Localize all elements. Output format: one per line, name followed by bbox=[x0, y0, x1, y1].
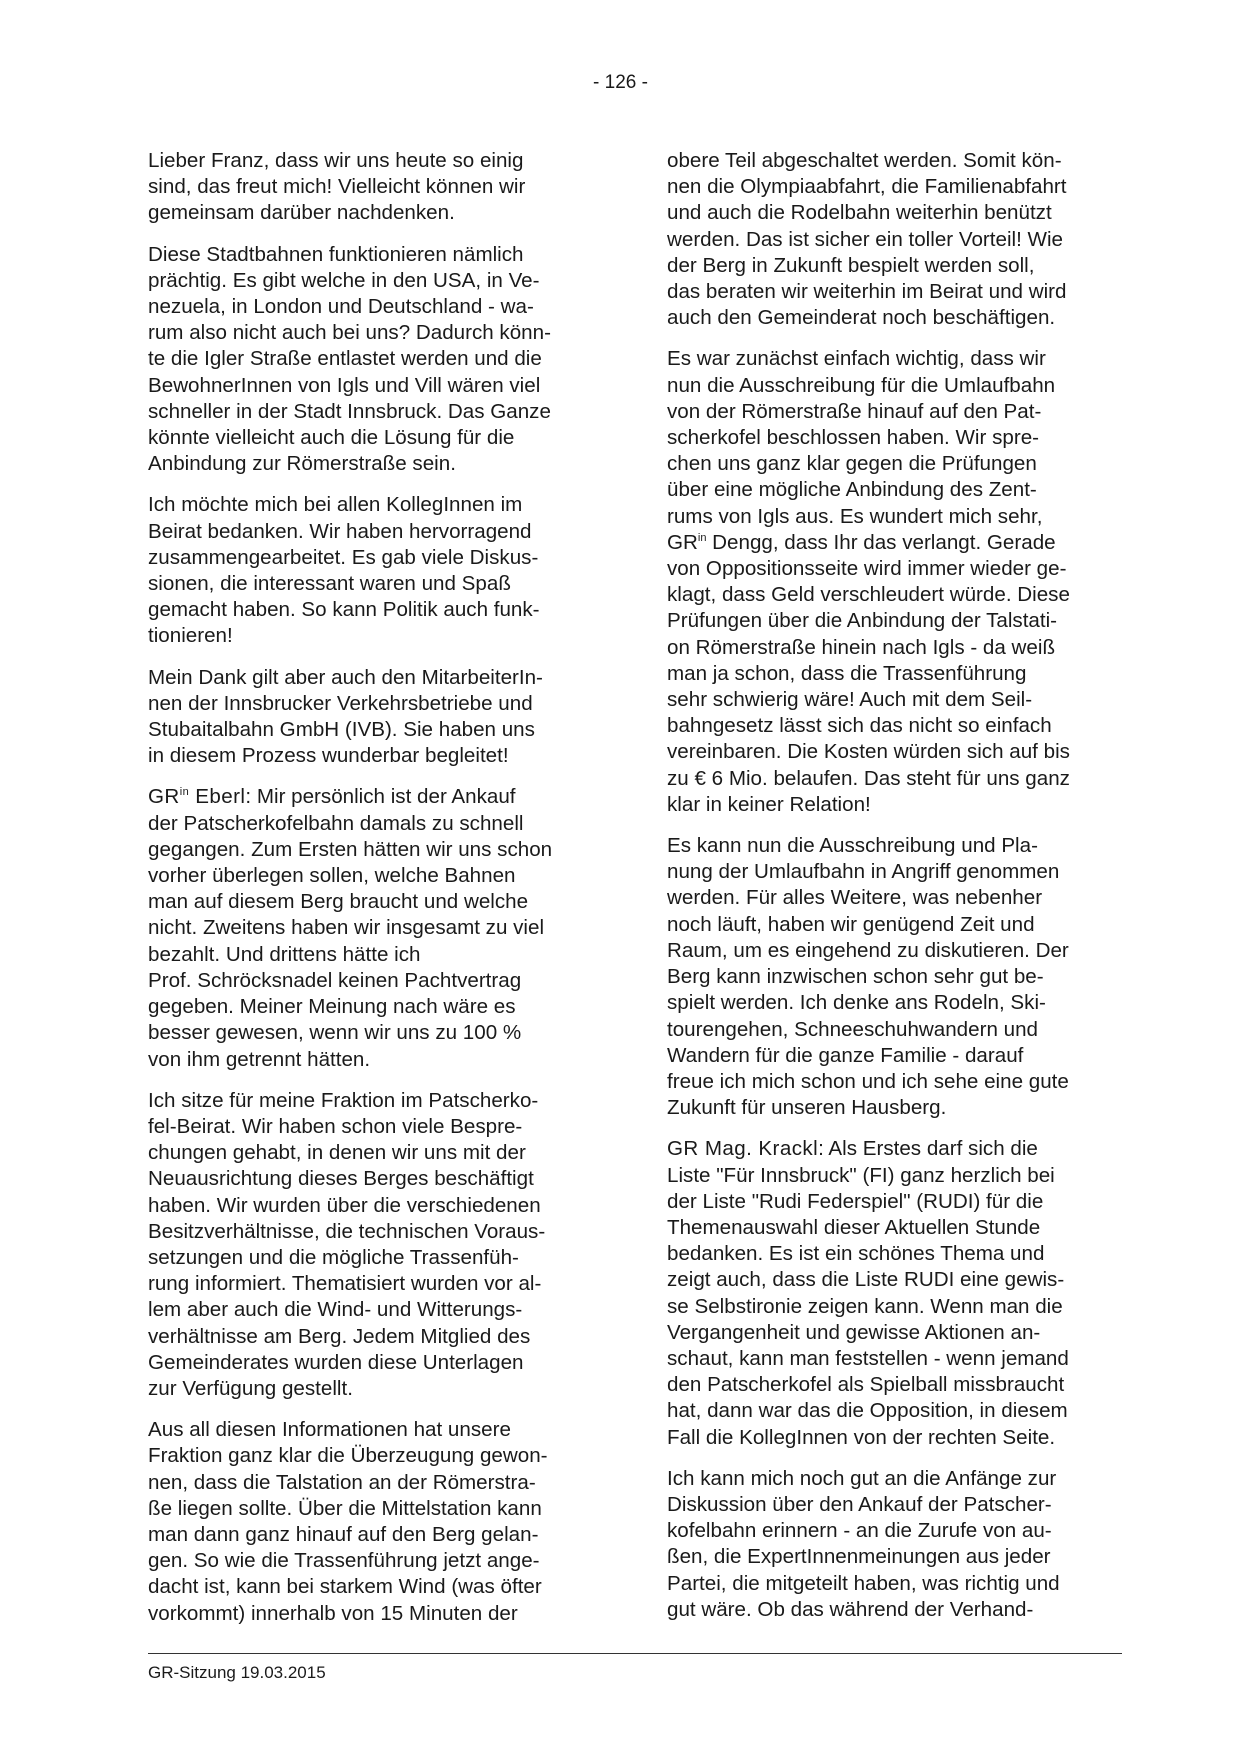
text-line: spielt werden. Ich denke ans Rodeln, Ski- bbox=[667, 991, 1046, 1015]
text-line: klagt, dass Geld verschleudert würde. Diese bbox=[667, 583, 1070, 607]
text-line: nen die Olympiaabfahrt, die Familienabfahrt bbox=[667, 175, 1067, 199]
speaker-label: $GR^{in}$ Eberl bbox=[148, 785, 246, 809]
text-line: noch läuft, haben wir genügend Zeit und bbox=[667, 912, 1035, 936]
text-line: man ja schon, dass die Trassenführung bbox=[667, 661, 1027, 685]
text-line: der Berg in Zukunft bespielt werden soll, bbox=[667, 253, 1035, 277]
text-line: gegeben. Meiner Meinung nach wäre es bbox=[148, 995, 516, 1019]
text-line: ße liegen sollte. Über die Mittelstation kann bbox=[148, 1496, 542, 1520]
speech-krackl: GR Mag. Krackl: Als Erstes darf sich die Liste "Für Innsbruck" (FI) ganz herzlich bei der Liste "Rudi Federspiel" (RUDI) für die Themenauswahl dieser Aktuellen Stunde bedanken. Es ist ein schönes Thema und zeigt auch, dass die Liste RUDI eine gewis- se Selbstironie zeigen kann. Wenn man die Vergangenheit und gewisse Aktionen an- schaut, kann man feststellen - wenn jemand den Patscherkofel als Spielball missbraucht hat, dann war das die Opposition, in diesem Fall die KollegInnen von der rechten Seite. bbox=[667, 1137, 1069, 1449]
text-line: obere Teil abgeschaltet werden. Somit kön- bbox=[667, 149, 1062, 172]
paragraph: Es war zunächst einfach wichtig, dass wir nun die Ausschreibung für die Umlaufbahn von der Römerstraße hinauf auf den Pat- scherkofel beschlossen haben. Wir spre- chen uns ganz klar gegen die Prüfungen über eine mögliche Anbindung des Zent- rums von Igls aus. Es wundert mich sehr, $GR^{in}$ Dengg, dass Ihr das verlangt. Gerade von Oppositionsseite wird immer wieder ge- klagt, dass Geld verschleudert würde. Diese Prüfungen über die Anbindung der Talstati- on Römerstraße hinein nach Igls - da weiß man ja schon, dass die Trassenführung sehr schwierig wäre! Auch mit dem Seil- bahngesetz lässt sich das nicht so einfach vereinbaren. Die Kosten würden sich auf bis zu € 6 Mio. belaufen. Das steht für uns ganz klar in keiner Relation! bbox=[667, 347, 1070, 816]
text-line: vorkommt) innerhalb von 15 Minuten der bbox=[148, 1601, 518, 1625]
text-line: kofelbahn erinnern - an die Zurufe von au- bbox=[667, 1519, 1052, 1543]
text-line: von Oppositionsseite wird immer wieder ge- bbox=[667, 557, 1067, 581]
text-line: zeigt auch, dass die Liste RUDI eine gewis- bbox=[667, 1268, 1065, 1292]
text-line: haben. Wir wurden über die verschiedenen bbox=[148, 1193, 541, 1217]
text-line: Diese Stadtbahnen funktionieren nämlich bbox=[148, 242, 524, 266]
text-line: Ich sitze für meine Fraktion im Patscherko- bbox=[148, 1088, 539, 1112]
text-line: gut wäre. Ob das während der Verhand- bbox=[667, 1597, 1034, 1621]
footer-divider bbox=[148, 1653, 1122, 1654]
paragraph bbox=[148, 1088, 598, 1402]
text-line: klar in keiner Relation! bbox=[667, 792, 871, 816]
text-line: lem aber auch die Wind- und Witterungs- bbox=[148, 1298, 523, 1322]
text-line: Wandern für die ganze Familie - darauf bbox=[667, 1043, 1024, 1067]
text-line: der Liste "Rudi Federspiel" (RUDI) für die bbox=[667, 1189, 1044, 1213]
text-line: Anbindung zur Römerstraße sein. bbox=[148, 452, 456, 476]
text-line: Prüfungen über die Anbindung der Talstati- bbox=[667, 609, 1058, 633]
text-line: hat, dann war das die Opposition, in diesem bbox=[667, 1399, 1068, 1423]
text-line: man auf diesem Berg braucht und welche bbox=[148, 890, 529, 914]
text-line: gemacht haben. So kann Politik auch funk- bbox=[148, 598, 540, 622]
paragraph bbox=[148, 1417, 598, 1627]
text-line: werden. Für alles Weitere, was nebenher bbox=[667, 886, 1043, 910]
text-line: Zukunft für unseren Hausberg. bbox=[667, 1096, 947, 1120]
text-line: von ihm getrennt hätten. bbox=[148, 1047, 371, 1071]
text-line: vorher überlegen sollen, welche Bahnen bbox=[148, 864, 516, 888]
text-line: Fall die KollegInnen von der rechten Seite. bbox=[667, 1425, 1056, 1449]
text-line: verhältnisse am Berg. Jedem Mitglied des bbox=[148, 1324, 531, 1348]
text-line: Mein Dank gilt aber auch den MitarbeiterIn- bbox=[148, 665, 543, 689]
text-line: Raum, um es eingehend zu diskutieren. Der bbox=[667, 938, 1069, 962]
text-line: Es kann nun die Ausschreibung und Pla- bbox=[667, 834, 1038, 858]
paragraph bbox=[667, 148, 1117, 331]
text-line: Neuausrichtung dieses Berges beschäftigt bbox=[148, 1167, 534, 1191]
page-number: - 126 - bbox=[593, 72, 648, 93]
paragraph bbox=[667, 833, 1117, 1121]
text-line: Themenauswahl dieser Aktuellen Stunde bbox=[667, 1215, 1041, 1239]
right-column bbox=[667, 148, 1117, 1623]
text-line: Ich möchte mich bei allen KollegInnen im bbox=[148, 493, 523, 517]
text-line: gegangen. Zum Ersten hätten wir uns schon bbox=[148, 837, 553, 861]
text-line: Beirat bedanken. Wir haben hervorragend bbox=[148, 519, 532, 543]
text-line: Partei, die mitgeteilt haben, was richtig und bbox=[667, 1571, 1060, 1595]
text-line: auch den Gemeinderat noch beschäftigen. bbox=[667, 306, 1056, 330]
text-line: bedanken. Es ist ein schönes Thema und bbox=[667, 1242, 1045, 1266]
text-line: chen uns ganz klar gegen die Prüfungen bbox=[667, 452, 1037, 476]
text-line: zu € 6 Mio. belaufen. Das steht für uns ganz bbox=[667, 766, 1070, 790]
text-line: schneller in der Stadt Innsbruck. Das Ganze bbox=[148, 399, 551, 423]
text-line: nen, dass die Talstation an der Römerstra- bbox=[148, 1470, 536, 1494]
text-line: tionieren! bbox=[148, 624, 233, 648]
text-line: dacht ist, kann bei starkem Wind (was öfter bbox=[148, 1575, 542, 1599]
text-line: Lieber Franz, dass wir uns heute so einig bbox=[148, 149, 524, 172]
text-line: schaut, kann man feststellen - wenn jemand bbox=[667, 1346, 1069, 1370]
text-line: sehr schwierig wäre! Auch mit dem Seil- bbox=[667, 688, 1033, 712]
text-line: Gemeinderates wurden diese Unterlagen bbox=[148, 1350, 524, 1374]
text-line: te die Igler Straße entlastet werden und die bbox=[148, 347, 542, 371]
text-line: Vergangenheit und gewisse Aktionen an- bbox=[667, 1320, 1041, 1344]
paragraph bbox=[148, 492, 598, 649]
text-line: man dann ganz hinauf auf den Berg gelan- bbox=[148, 1522, 539, 1546]
text-line: zur Verfügung gestellt. bbox=[148, 1376, 353, 1400]
text-line: sind, das freut mich! Vielleicht können wir bbox=[148, 175, 526, 199]
paragraph bbox=[148, 148, 598, 227]
text-line: von der Römerstraße hinauf auf den Pat- bbox=[667, 399, 1042, 423]
text-line: und auch die Rodelbahn weiterhin benützt bbox=[667, 201, 1052, 225]
text-line: nun die Ausschreibung für die Umlaufbahn bbox=[667, 373, 1056, 397]
text-line: in diesem Prozess wunderbar begleitet! bbox=[148, 744, 509, 768]
text-line: Besitzverhältnisse, die technischen Voraus- bbox=[148, 1219, 546, 1243]
text-line: den Patscherkofel als Spielball missbraucht bbox=[667, 1373, 1065, 1397]
paragraph bbox=[667, 1466, 1117, 1623]
paragraph bbox=[148, 242, 598, 478]
text-line: setzungen und die mögliche Trassenfüh- bbox=[148, 1245, 519, 1269]
text-line: vereinbaren. Die Kosten würden sich auf bis bbox=[667, 740, 1070, 764]
text-line: Stubaitalbahn GmbH (IVB). Sie haben uns bbox=[148, 718, 535, 742]
text-line: zusammengearbeitet. Es gab viele Diskus- bbox=[148, 545, 539, 569]
text-line: se Selbstironie zeigen kann. Wenn man die bbox=[667, 1294, 1063, 1318]
text-line: der Patscherkofelbahn damals zu schnell bbox=[148, 811, 524, 835]
text-line: Aus all diesen Informationen hat unsere bbox=[148, 1418, 511, 1442]
speech-eberl: $GR^{in}$ Eberl: Mir persönlich ist der Ankauf der Patscherkofelbahn damals zu schnell gegangen. Zum Ersten hätten wir uns schon vorher überlegen sollen, welche Bahnen man auf diesem Berg braucht und welche nicht. Zweitens haben wir insgesamt zu viel bezahlt. Und drittens hätte ich Prof. Schröcksnadel keinen Pachtvertrag gegeben. Meiner Meinung nach wäre es besser gewesen, wenn wir uns zu 100 % von ihm getrennt hätten. bbox=[148, 785, 553, 1071]
text-line: über eine mögliche Anbindung des Zent- bbox=[667, 478, 1037, 502]
text-line: nen der Innsbrucker Verkehrsbetriebe und bbox=[148, 691, 533, 715]
text-line: Prof. Schröcksnadel keinen Pachtvertrag bbox=[148, 968, 522, 992]
text-line: Es war zunächst einfach wichtig, dass wir bbox=[667, 347, 1046, 371]
text-line: BewohnerInnen von Igls und Vill wären viel bbox=[148, 373, 541, 397]
text-line: rung informiert. Thematisiert wurden vor al- bbox=[148, 1272, 542, 1296]
text-line: freue ich mich schon und ich sehe eine gute bbox=[667, 1069, 1069, 1093]
text-line: Ich kann mich noch gut an die Anfänge zur bbox=[667, 1466, 1057, 1490]
speaker-label: GR Mag. Krackl bbox=[667, 1137, 819, 1161]
text-line: gen. So wie die Trassenführung jetzt ange- bbox=[148, 1549, 540, 1573]
text-line: bezahlt. Und drittens hätte ich bbox=[148, 942, 421, 966]
text-line: chungen gehabt, in denen wir uns mit der bbox=[148, 1141, 526, 1165]
text-line: sionen, die interessant waren und Spaß bbox=[148, 572, 511, 596]
text-line: Liste "Für Innsbruck" (FI) ganz herzlich bei bbox=[667, 1163, 1055, 1187]
text-line: Diskussion über den Ankauf der Patscher- bbox=[667, 1492, 1052, 1516]
text-line: nung der Umlaufbahn in Angriff genommen bbox=[667, 860, 1060, 884]
text-line: nezuela, in London und Deutschland - wa- bbox=[148, 295, 534, 319]
text-line: bahngesetz lässt sich das nicht so einfach bbox=[667, 714, 1052, 738]
text-line: ßen, die ExpertInnenmeinungen aus jeder bbox=[667, 1545, 1051, 1569]
text-line: nicht. Zweitens haben wir insgesamt zu viel bbox=[148, 916, 545, 940]
text-line: könnte vielleicht auch die Lösung für die bbox=[148, 426, 515, 450]
text-line: fel-Beirat. Wir haben schon viele Bespre- bbox=[148, 1114, 523, 1138]
footer-session-date: GR-Sitzung 19.03.2015 bbox=[148, 1663, 326, 1682]
text-line: besser gewesen, wenn wir uns zu 100 % bbox=[148, 1021, 522, 1045]
text-line: scherkofel beschlossen haben. Wir spre- bbox=[667, 426, 1040, 450]
text-line: Berg kann inzwischen schon sehr gut be- bbox=[667, 965, 1044, 989]
text-line: das beraten wir weiterhin im Beirat und wird bbox=[667, 280, 1067, 304]
text-line: prächtig. Es gibt welche in den USA, in Ve- bbox=[148, 268, 540, 292]
text-line: tourengehen, Schneeschuhwandern und bbox=[667, 1017, 1038, 1041]
text-line: werden. Das ist sicher ein toller Vorteil! Wie bbox=[667, 227, 1064, 251]
text-line: gemeinsam darüber nachdenken. bbox=[148, 201, 455, 225]
text-line: Fraktion ganz klar die Überzeugung gewon- bbox=[148, 1444, 548, 1468]
text-line: rums von Igls aus. Es wundert mich sehr, bbox=[667, 504, 1043, 528]
left-column bbox=[148, 148, 598, 1627]
paragraph bbox=[148, 665, 598, 770]
text-line: rum also nicht auch bei uns? Dadurch könn- bbox=[148, 321, 551, 345]
text-line: on Römerstraße hinein nach Igls - da weiß bbox=[667, 635, 1056, 659]
